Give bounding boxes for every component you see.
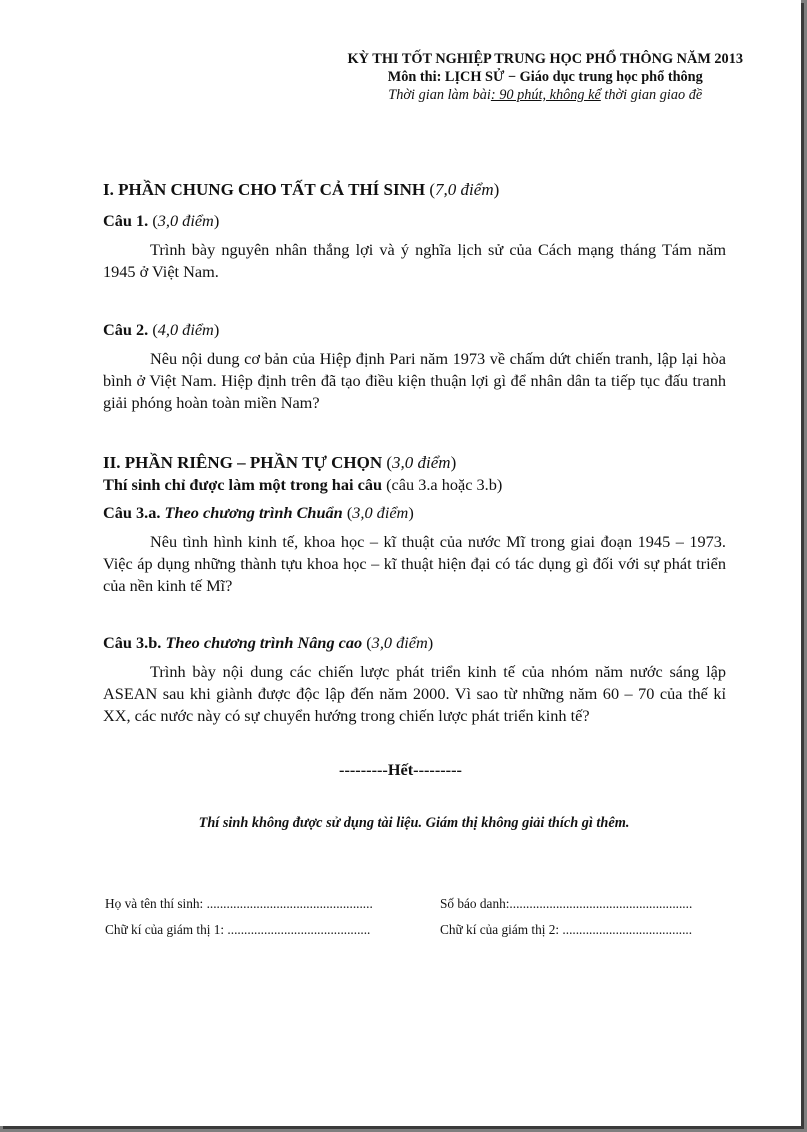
exam-subject: Môn thi: LỊCH SỬ − Giáo dục trung học phổ thông — [387, 69, 703, 85]
q3a-label: Câu 3.a. — [103, 503, 161, 522]
q3a-text: Nêu tình hình kinh tế, khoa học – kĩ thuật của nước Mĩ trong giai đoạn 1945 – 1973. Việc áp dụng những thành tựu khoa học – kĩ thuật hiện đại có tác dụng gì đối với sự phát triển của nền kinh tế Mĩ? — [103, 532, 726, 595]
q2-label: Câu 2. — [103, 320, 149, 339]
question-3b: Câu 3.b. Theo chương trình Nâng cao (3,0 điểm) Trình bày nội dung các chiến lược phát triển kinh tế của nhóm năm nước sáng lập ASEAN sau khi giành được độc lập đến năm 2000. Vì sao từ những năm 60 – 70 của thế kỉ XX, các nước này có sự chuyển hướng trong chiến lược phát triển kinh tế? — [103, 633, 726, 725]
q3b-label: Câu 3.b. — [103, 633, 162, 652]
q3a-program: Theo chương trình Chuẩn — [164, 503, 343, 522]
exam-title: KỲ THI TỐT NGHIỆP TRUNG HỌC PHỔ THÔNG NĂM 2013 — [347, 51, 743, 67]
proctor2-signature-field: Chữ kí của giám thị 2: ....................................... — [440, 922, 693, 937]
exam-duration: Thời gian làm bài: 90 phút, không kể thời gian giao đề — [388, 87, 703, 103]
question-1: Câu 1. (3,0 điểm) Trình bày nguyên nhân thắng lợi và ý nghĩa lịch sử của Cách mạng tháng Tám năm 1945 ở Việt Nam. — [103, 211, 726, 281]
part1-section — [103, 180, 726, 200]
part1-title: I. PHẦN CHUNG CHO TẤT CẢ THÍ SINH (7,0 điểm) — [103, 180, 500, 199]
q3b-text: Trình bày nội dung các chiến lược phát triển kinh tế của nhóm năm nước sáng lập ASEAN sau khi giành được độc lập đến năm 2000. Vì sao từ những năm 60 – 70 của thế kỉ XX, các nước này có sự chuyển hướng trong chiến lược phát triển kinh tế? — [103, 662, 726, 725]
q3b-program: Theo chương trình Nâng cao — [165, 633, 363, 652]
part2-title: II. PHẦN RIÊNG – PHẦN TỰ CHỌN (3,0 điểm) — [103, 453, 457, 472]
exam-rule-note: Thí sinh không được sử dụng tài liệu. Giám thị không giải thích gì thêm. — [198, 815, 630, 831]
q2-text: Nêu nội dung cơ bản của Hiệp định Pari năm 1973 về chấm dứt chiến tranh, lập lại hòa bình ở Việt Nam. Hiệp định trên đã tạo điều kiện thuận lợi gì để nhân dân ta tiếp tục đấu tranh giải phóng hoàn toàn miền Nam? — [103, 349, 726, 412]
proctor1-signature-field: Chữ kí của giám thị 1: ........................................... — [105, 922, 371, 937]
part2-note: Thí sinh chỉ được làm một trong hai câu (câu 3.a hoặc 3.b) — [103, 475, 503, 494]
q3b-points: 3,0 điểm — [371, 633, 428, 652]
q1-label: Câu 1. — [103, 211, 149, 230]
candidate-info-row — [105, 896, 693, 912]
candidate-id-field: Số báo danh:....................................................... — [440, 896, 693, 911]
candidate-name-field: Họ và tên thí sinh: .................................................. — [105, 896, 373, 911]
question-2: Câu 2. (4,0 điểm) Nêu nội dung cơ bản của Hiệp định Pari năm 1973 về chấm dứt chiến tranh, lập lại hòa bình ở Việt Nam. Hiệp định trên đã tạo điều kiện thuận lợi gì để nhân dân ta tiếp tục đấu tranh giải phóng hoàn toàn miền Nam? — [103, 320, 726, 412]
q1-points: 3,0 điểm — [157, 211, 214, 230]
part2-section — [103, 453, 726, 495]
q2-points: 4,0 điểm — [157, 320, 214, 339]
end-marker: ---------Hết--------- — [339, 760, 462, 779]
question-3a: Câu 3.a. Theo chương trình Chuẩn (3,0 điểm) Nêu tình hình kinh tế, khoa học – kĩ thuật của nước Mĩ trong giai đoạn 1945 – 1973. Việc áp dụng những thành tựu khoa học – kĩ thuật hiện đại có tác dụng gì đối với sự phát triển của nền kinh tế Mĩ? — [103, 503, 726, 595]
signature-row — [105, 922, 693, 938]
exam-header — [348, 50, 743, 104]
q1-text: Trình bày nguyên nhân thắng lợi và ý nghĩa lịch sử của Cách mạng tháng Tám năm 1945 ở Việt Nam. — [103, 240, 726, 281]
q3a-points: 3,0 điểm — [352, 503, 409, 522]
